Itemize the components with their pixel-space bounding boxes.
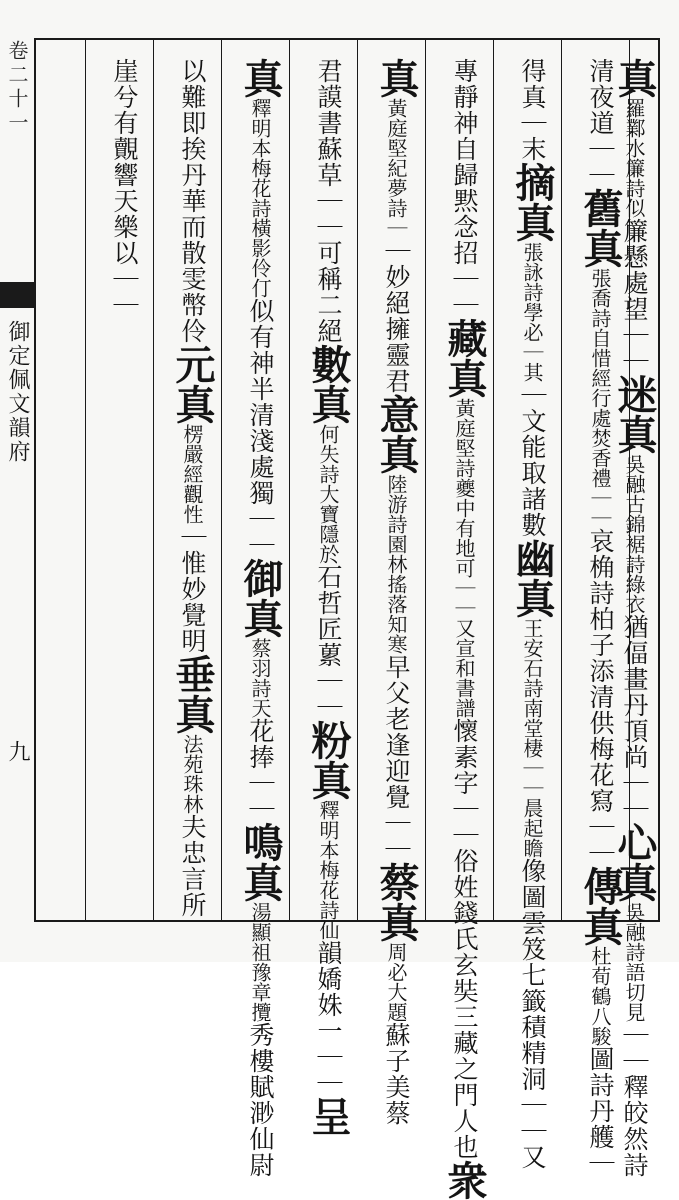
column-divider bbox=[357, 40, 358, 920]
body-text: 夫忠言所 bbox=[178, 814, 207, 918]
headword: 摘真 bbox=[509, 162, 556, 242]
body-text: 懷素字｜｜俗姓錢氏玄奘三藏之門人也 bbox=[450, 718, 479, 1160]
text-column-9 bbox=[90, 58, 146, 916]
citation-note: 湯顯祖豫章攬 bbox=[248, 902, 272, 1022]
left-border bbox=[34, 38, 36, 922]
headword: 傳真 bbox=[577, 866, 624, 946]
body-text: 秀樓賦渺仙尉 bbox=[246, 1022, 275, 1178]
body-text: 清夜道｜｜ bbox=[586, 58, 615, 188]
headword: 鳴真 bbox=[237, 822, 284, 902]
right-border bbox=[658, 38, 660, 922]
column-divider bbox=[85, 40, 86, 920]
citation-note: 楞嚴經觀性 bbox=[180, 424, 204, 524]
citation-note: 黃庭堅紀夢詩｜ bbox=[384, 98, 408, 238]
citation-note: 法苑珠林 bbox=[180, 734, 204, 814]
text-column-2 bbox=[566, 58, 624, 1176]
citation-note: 羅鄴水簾詩似 bbox=[622, 98, 646, 218]
citation-note: 王安石詩南堂棲｜｜晨起瞻 bbox=[520, 618, 544, 858]
body-text: ｜惟妙覺明 bbox=[178, 524, 207, 654]
text-column-7 bbox=[226, 58, 284, 1178]
headword: 御真 bbox=[237, 558, 284, 638]
citation-note: 杜荀鶴八駿 bbox=[588, 946, 612, 1046]
citation-note: 何失詩大寶隱於 bbox=[316, 424, 340, 564]
body-text: 崖兮有覿響天樂以｜｜ bbox=[110, 58, 139, 318]
headword: 垂真 bbox=[169, 654, 216, 734]
body-text: 得真｜末 bbox=[518, 58, 547, 162]
column-divider bbox=[425, 40, 426, 920]
headword: 粉真 bbox=[305, 720, 352, 800]
body-text: 似有神半清淺處獨｜｜ bbox=[246, 298, 275, 558]
headword: 元真 bbox=[169, 344, 216, 424]
text-column-6 bbox=[294, 58, 352, 1136]
citation-note: 周必大題 bbox=[384, 942, 408, 1022]
body-text: 黙念招｜｜ bbox=[450, 188, 479, 318]
body-text: 猶偪畫丹頂尚｜｜ bbox=[620, 614, 649, 822]
citation-note: 吳融詩語切見 bbox=[622, 902, 646, 1022]
body-text: 專靜神自歸 bbox=[450, 58, 479, 188]
body-text: 像圖雲笈七籤積精洞｜｜又 bbox=[518, 858, 547, 1170]
bottom-border bbox=[34, 920, 660, 922]
column-divider bbox=[153, 40, 154, 920]
body-text: 花捧｜｜ bbox=[246, 718, 275, 822]
headword: 蔡真 bbox=[373, 862, 420, 942]
text-column-5 bbox=[362, 58, 420, 1126]
citation-note: 蔡羽詩天 bbox=[248, 638, 272, 718]
body-text: 韻嬌姝一｜｜ bbox=[314, 940, 343, 1096]
column-divider bbox=[289, 40, 290, 920]
citation-note: 張詠詩學必｜其 bbox=[520, 242, 544, 382]
headword: 舊真 bbox=[577, 188, 624, 268]
body-text: 早父老逢迎覺｜｜ bbox=[382, 654, 411, 862]
headword: 真 bbox=[373, 58, 420, 98]
citation-note: 張喬詩自惜經行處焚香禮｜｜ bbox=[588, 268, 612, 528]
headword: 心真 bbox=[611, 822, 658, 902]
citation-note: 釋明本梅花詩橫影伶仃 bbox=[248, 98, 272, 298]
fishtail-mark bbox=[0, 282, 34, 308]
headword: 呈 bbox=[305, 1096, 352, 1136]
body-text: 石哲匠蔂｜｜ bbox=[314, 564, 343, 720]
body-text: ｜可稱二絕 bbox=[314, 214, 343, 344]
column-divider bbox=[493, 40, 494, 920]
headword: 數真 bbox=[305, 344, 352, 424]
top-border bbox=[34, 38, 660, 40]
body-text: 君謨書蘇草｜ bbox=[314, 58, 343, 214]
body-text: 圖詩丹艧｜ bbox=[586, 1046, 615, 1176]
citation-note: 吳融古錦裾詩綠衣 bbox=[622, 454, 646, 614]
headword: 衆 bbox=[441, 1160, 488, 1200]
headword: 意真 bbox=[373, 394, 420, 474]
headword: 幽真 bbox=[509, 538, 556, 618]
headword: 真 bbox=[611, 58, 658, 98]
citation-note: 陸游詩園林搖落知寒 bbox=[384, 474, 408, 654]
body-text: ｜妙絕擁靈君 bbox=[382, 238, 411, 394]
citation-note: 釋明本梅花詩仙 bbox=[316, 800, 340, 940]
text-column-1 bbox=[611, 58, 658, 1178]
column-divider bbox=[561, 40, 562, 920]
text-column-4 bbox=[430, 58, 488, 1200]
body-text: ｜文能取諸數 bbox=[518, 382, 547, 538]
body-text: 哀桷詩柏子添清供梅花寫｜｜ bbox=[586, 528, 615, 866]
headword: 迷真 bbox=[611, 374, 658, 454]
book-title: 御定佩文韻府 bbox=[5, 320, 30, 464]
body-text: 蘇子美蔡 bbox=[382, 1022, 411, 1126]
column-divider bbox=[221, 40, 222, 920]
text-column-8 bbox=[158, 58, 214, 916]
body-text: 簾懸處望｜｜ bbox=[620, 218, 649, 374]
page-number: 九 bbox=[5, 740, 30, 762]
body-text: ｜｜釋皎然詩 bbox=[620, 1022, 649, 1178]
body-text: 以難即挨丹華而散雯幣伶 bbox=[178, 58, 207, 344]
margin-volume-label: 卷二十一 bbox=[5, 40, 29, 136]
headword: 藏真 bbox=[441, 318, 488, 398]
headword: 真 bbox=[237, 58, 284, 98]
text-column-3 bbox=[498, 58, 556, 1170]
citation-note: 黃庭堅詩夔中有地可｜｜又宣和書譜 bbox=[452, 398, 476, 718]
